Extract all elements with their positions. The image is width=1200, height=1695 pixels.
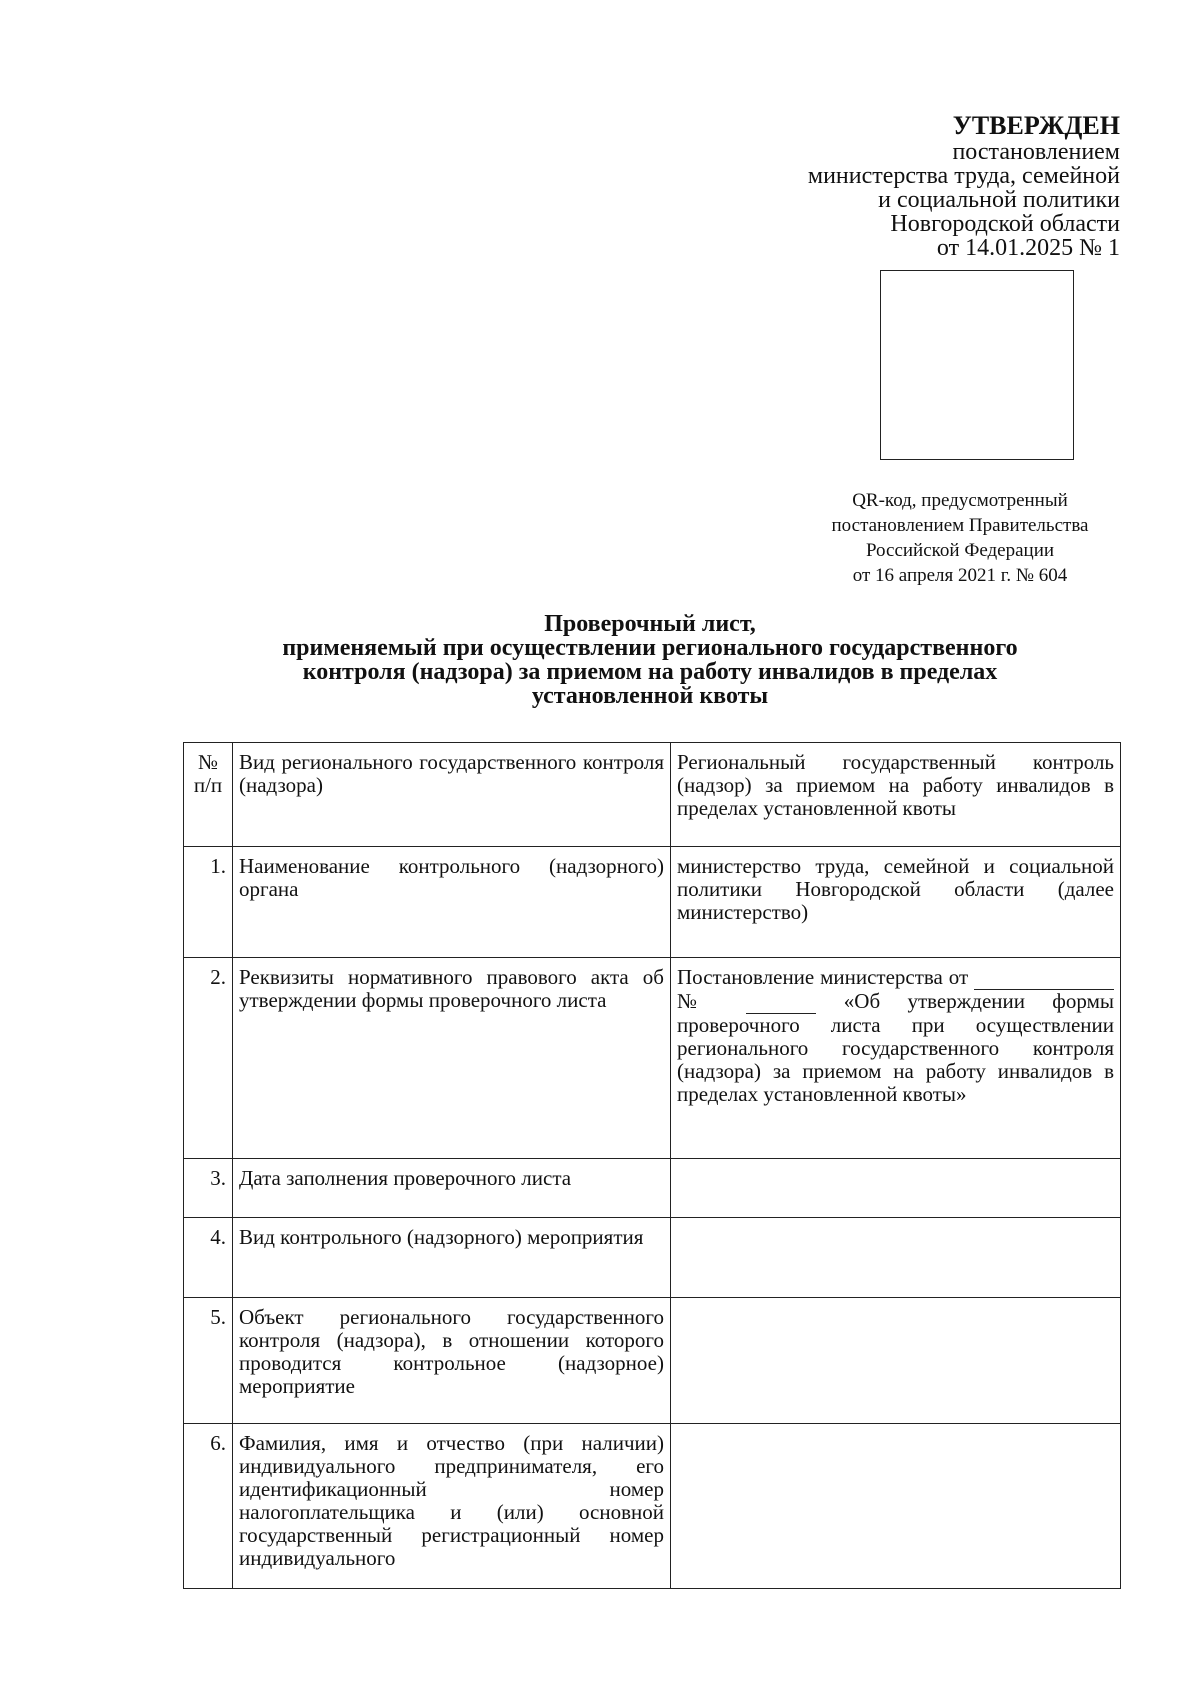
title-line: Проверочный лист, [544,611,756,637]
approval-heading: УТВЕРЖДЕН [952,111,1120,140]
approval-line: Новгородской области [890,211,1120,237]
cell-value[interactable] [671,1298,1121,1424]
cell-num: 1. [184,847,233,958]
qr-caption-line: QR-код, предусмотренный [852,490,1068,511]
cell-num: 2. [184,958,233,1159]
cell-num: 4. [184,1218,233,1298]
number-blank [746,990,816,1014]
table-row [184,1159,1121,1218]
qr-caption-line: от 16 апреля 2021 г. № 604 [852,565,1068,586]
cell-value: министерство труда, семейной и социальной политики Новгородской области (далее министерство) [671,847,1121,958]
qr-caption-line: постановлением Правительства [831,515,1089,536]
value-prefix: Постановление министерства от [677,965,969,989]
table-row [184,847,1121,958]
value-suffix: «Об утверждении формы проверочного листа при осуществлении регионального государственного контроля (надзора) за приемом на работу инвалидов в пределах установленной квоты» [677,989,1114,1106]
cell-label: Объект регионального государственного контроля (надзора), в отношении которого проводится контрольное (надзорное) мероприятие [233,1298,671,1424]
table-row [184,1424,1121,1589]
cell-label: Наименование контрольного (надзорного) органа [233,847,671,958]
cell-num: 5. [184,1298,233,1424]
cell-label: Вид регионального государственного контроля (надзора) [233,743,671,847]
table-header-row [184,743,1121,847]
table-row [184,1218,1121,1298]
title-line: установленной квоты [531,683,769,709]
cell-num: 6. [184,1424,233,1589]
cell-value[interactable] [671,1218,1121,1298]
qr-caption-line: Российской Федерации [865,540,1055,561]
date-blank [974,966,1114,990]
table-row [184,1298,1121,1424]
cell-value [671,958,1121,1159]
cell-label: Реквизиты нормативного правового акта об утверждении формы проверочного листа [233,958,671,1159]
qr-code-placeholder [880,270,1074,460]
table-row [184,958,1121,1159]
cell-label: Вид контрольного (надзорного) мероприятия [233,1218,671,1298]
title-line: применяемый при осуществлении регионального государственного [282,635,1018,661]
cell-value[interactable] [671,1424,1121,1589]
checklist-table [183,742,1121,1589]
approval-line: и социальной политики [878,187,1120,213]
cell-label: Дата заполнения проверочного листа [233,1159,671,1218]
approval-block [808,112,1120,260]
cell-value[interactable] [671,1159,1121,1218]
approval-line: постановлением [952,139,1120,165]
document-title [150,612,1150,708]
cell-label: Фамилия, имя и отчество (при наличии) индивидуального предпринимателя, его идентификационный номер налогоплательщика и (или) основной государственный регистрационный номер индивидуального [233,1424,671,1589]
approval-line: от 14.01.2025 № 1 [936,235,1120,261]
cell-num: № п/п [184,743,233,847]
cell-value: Региональный государственный контроль (надзор) за приемом на работу инвалидов в пределах установленной квоты [671,743,1121,847]
cell-num: 3. [184,1159,233,1218]
number-sign: № [677,989,720,1013]
title-line: контроля (надзора) за приемом на работу инвалидов в пределах [302,659,998,685]
approval-line: министерства труда, семейной [807,163,1120,189]
qr-caption [800,488,1120,588]
